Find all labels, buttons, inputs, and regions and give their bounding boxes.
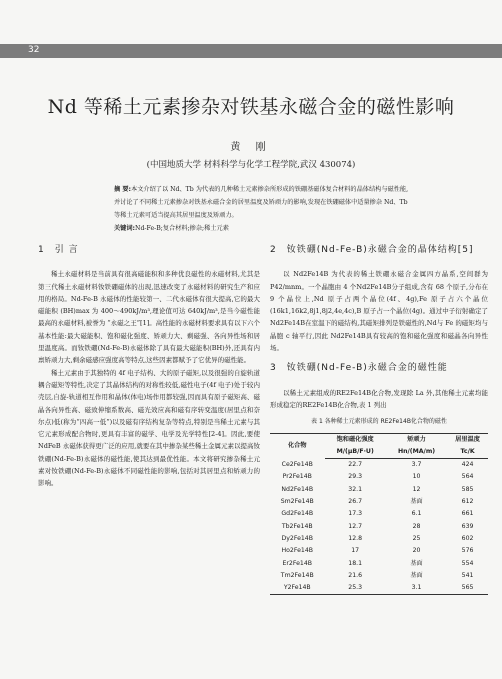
table-cell: 25 — [412, 534, 421, 542]
table-unit: M/(μB/F·U) — [325, 446, 386, 459]
table-body — [270, 459, 488, 595]
table-cell: 17.3 — [348, 510, 363, 518]
table-cell: 21.6 — [348, 571, 363, 579]
properties-table — [270, 433, 488, 596]
table-cell: 25.3 — [325, 582, 386, 595]
table-cell: Y2Fe14B — [270, 582, 325, 595]
table-unit: Tc/K — [447, 446, 488, 459]
left-column — [38, 236, 260, 490]
table-cell: Pr2Fe14B — [282, 473, 312, 481]
table-cell: 32.1 — [348, 485, 363, 493]
table-header: 化合物 — [270, 433, 325, 459]
keywords-label: 关键词: — [114, 225, 136, 232]
table-cell: 基面 — [410, 571, 423, 579]
table-header: 居里温度 — [447, 433, 488, 446]
paper-title: Nd 等稀土元素掺杂对铁基永磁合金的磁性影响 — [47, 96, 455, 118]
keywords-text: Nd-Fe-B;复合材料;掺杂;稀土元素 — [135, 225, 229, 232]
table-row — [270, 558, 488, 570]
section-title: 钕铁硼(Nd-Fe-B)永磁合金的磁性能 — [286, 363, 448, 374]
table-header: 饱和磁化强度 — [325, 433, 386, 446]
right-column — [270, 236, 488, 595]
table-row — [270, 570, 488, 582]
table-cell: 20 — [412, 547, 421, 555]
section-number: 2 — [270, 245, 277, 255]
table-cell: 3.1 — [386, 582, 447, 595]
table-cell: Er2Fe14B — [282, 559, 313, 567]
table-cell: 12.8 — [348, 534, 363, 542]
table-cell: 基面 — [410, 498, 423, 506]
table-cell: 12 — [412, 485, 421, 493]
abstract-text: 本文介绍了以 Nd、Tb 为代表的几种稀土元素掺杂所形成的铁硼基磁体复合材料的晶体结构与磁性能,并讨论了不同稀土元素掺杂对铁基永磁合金的居里温度及矫顽力的影响,发现在铁硼磁体中适量掺杂 Nd、Tb 等稀土元素可适当提高其居里温度及矫顽力。 — [114, 186, 409, 219]
table-cell: 424 — [461, 461, 474, 469]
table-row — [270, 521, 488, 533]
section-heading-crystal-structure — [270, 244, 488, 256]
table-cell: 12.7 — [348, 522, 363, 530]
table-cell: 17 — [351, 547, 360, 555]
section-number: 3 — [270, 363, 277, 374]
section-title: 引 言 — [54, 245, 79, 255]
table-cell: Ho2Fe14B — [281, 547, 314, 555]
paragraph: 以 Nd2Fe14B 为代表的稀土铁硼永磁合金属四方晶系,空间群为 P42/mnm。一个晶胞由 4 个Nd2Fe14B分子组成,含有 68 个原子,分布在 9 个晶位上,Nd 原子占两个晶位(4f、4g),Fe 原子占六个晶位(16k1,16k2,8j1,8j2,4e,4c),B 原子占一个晶位(4g)。通过中子衍射确定了Nd2Fe14B在室温下的磁结构,其磁矩排列是铁磁性的,Nd与 Fe 的磁矩均与晶胞 c 轴平行,因此 Nd2Fe14B具有较高的饱和磁化强度和磁晶各向异性场。 — [270, 270, 488, 353]
table-row — [270, 533, 488, 545]
table-cell: Nd2Fe14B — [281, 485, 314, 493]
table-cell: 576 — [461, 547, 474, 555]
table-row — [270, 484, 488, 496]
table-row — [270, 545, 488, 557]
paragraph: 以稀土元素组成的RE2Fe14B化合物,发现除 La 外,其他稀土元素均能形成稳定的RE2Fe14B化合物,表 1 列出 — [270, 388, 488, 409]
author: 黄 刚 — [230, 142, 272, 153]
table-cell: 29.3 — [348, 473, 363, 481]
table-cell: Tb2Fe14B — [281, 522, 313, 530]
table-cell: 基面 — [410, 559, 423, 567]
section-heading-magnetic-properties — [270, 362, 488, 374]
table-cell: 541 — [461, 571, 474, 579]
table-cell: 661 — [461, 510, 474, 518]
section-number: 1 — [38, 245, 45, 255]
table-cell: 10 — [412, 473, 421, 481]
table-cell: 18.1 — [348, 559, 363, 567]
table-cell: 28 — [412, 522, 421, 530]
table-row — [270, 508, 488, 520]
table-cell: 22.7 — [348, 461, 363, 469]
table-cell: 3.7 — [411, 461, 422, 469]
table-cell: 26.7 — [348, 498, 363, 506]
table-cell: 585 — [461, 485, 474, 493]
table-row — [270, 471, 488, 483]
table-cell: Ce2Fe14B — [281, 460, 313, 468]
table-cell: Sm2Fe14B — [280, 498, 314, 506]
table-row — [270, 496, 488, 508]
table-unit: Hn/(MA/m) — [386, 446, 447, 459]
paragraph: 稀土元素由于其独特的 4f 电子结构、大的原子磁矩,以及很强的自旋轨道耦合磁矩等特性,决定了其晶体结构的对称性较低,磁性电子(4f 电子)处于较内壳层,自旋-轨道相互作用和晶体(体电)场作用都较强,因而具有原子磁矩高、磁晶各向异性高、磁致伸缩系数高、磁光效应高和磁有序转变温度(居里点和奈尔点)低(称为“四高一低”)以及磁有序结构复杂等特点,特别是当稀土元素与其它元素形成配合物时,更具有丰富的磁学、电学及光学特性[2-4]。因此,要使 NdFeB 永磁体获得更广泛的应用,就要在其中掺杂某些稀土金属元素以提高钕铁硼(Nd-Fe-B)永磁体的磁性能,使其达到最优性能。本文将研究掺杂稀土元素对钕铁硼(Nd-Fe-B)永磁体不同磁性能的影响,包括对其居里点和矫顽力的影响。 — [38, 368, 260, 488]
table-row — [270, 459, 488, 472]
table-caption: 表 1 各种稀土元素形成的 RE2Fe14B化合物的磁性 — [311, 418, 447, 426]
table-cell: 612 — [461, 498, 474, 506]
page-number: 32 — [28, 45, 40, 55]
table-cell: Tm2Fe14B — [280, 571, 314, 579]
table-cell: 639 — [461, 522, 474, 530]
page-header-bar — [0, 44, 502, 58]
table-cell: 564 — [461, 473, 474, 481]
table-cell: 602 — [461, 534, 474, 542]
table-row — [270, 582, 488, 595]
table-cell: 565 — [447, 582, 488, 595]
keywords — [114, 222, 414, 235]
abstract — [114, 183, 414, 222]
table-cell: 6.1 — [411, 510, 422, 518]
paragraph: 稀土永磁材料是当前具有很高磁能积和多种优良磁性的永磁材料,尤其是第三代稀土永磁材料钕铁硼磁体的出现,迅速改变了永磁材料的研究生产和应用的格局。Nd-Fe-B 永磁体的性能较第一、二代永磁体有很大提高,它的最大磁能积 (BH)max 为 400～490kJ/m³,理论值可达 640kJ/m³,是当今磁性能最高的永磁材料,被誉为 “永磁之王”[1]。高性能的永磁材料要求具有以下六个基本性能:最大磁能积、饱和磁化强度、矫顽力大、剩磁强、各向异性场和居里温度高。而钕铁硼(Nd-Fe-B)永磁体除了具有最大磁能积(BH)外,还具有内禀矫顽力大,剩余磁感应强度高等特点,这些因素都赋予了它优异的磁性能。 — [38, 270, 260, 365]
section-title: 钕铁硼(Nd-Fe-B)永磁合金的晶体结构[5] — [286, 245, 474, 255]
abstract-block — [114, 183, 414, 235]
abstract-label: 摘 要: — [114, 186, 132, 193]
table-header: 矫顽力 — [386, 433, 447, 446]
section-heading-introduction — [38, 244, 260, 256]
table-cell: 554 — [461, 559, 474, 567]
affiliation: (中国地质大学 材料科学与化学工程学院,武汉 430074) — [146, 160, 356, 170]
table-cell: Dy2Fe14B — [281, 534, 313, 542]
table-cell: Gd2Fe14B — [281, 510, 314, 518]
